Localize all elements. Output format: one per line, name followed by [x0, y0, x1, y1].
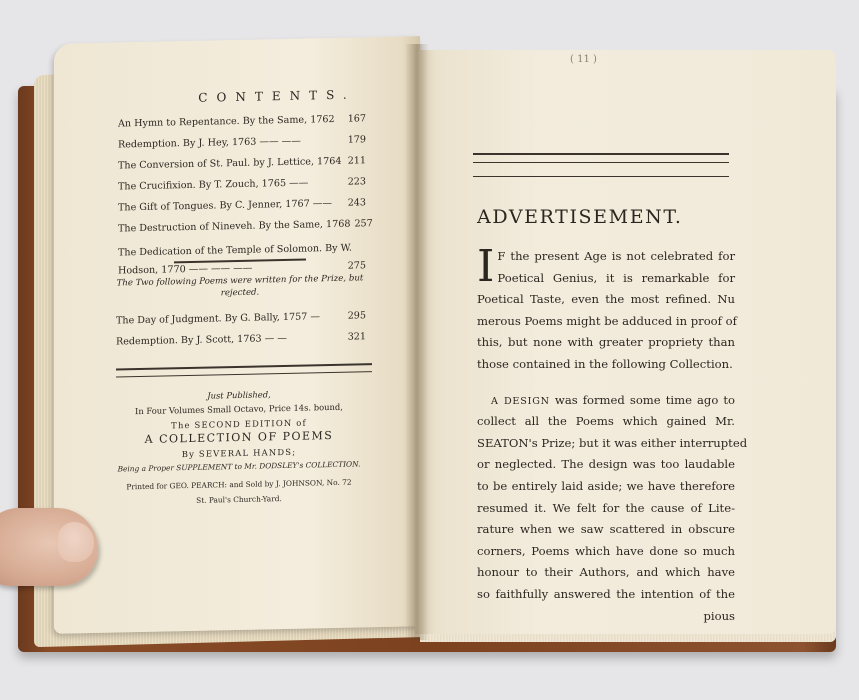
catchword: pious: [703, 608, 735, 623]
toc-entry: The Destruction of Nineveh. By the Same, 1768 257: [118, 218, 373, 235]
toc-entry: The Gift of Tongues. By C. Jenner, 1767 —— 243: [118, 197, 366, 214]
text-line: merous Poems might be adduced in proof of: [477, 313, 737, 328]
toc-entry: The Crucifixion. By T. Zouch, 1765 —— 223: [118, 176, 366, 193]
text-line: Poetical Genius, it is remarkable for: [497, 270, 735, 285]
drop-cap: I: [477, 241, 495, 292]
text-line: resumed it. We felt for the cause of Lite-: [477, 500, 735, 515]
advertisement-heading: ADVERTISEMENT.: [477, 206, 683, 228]
toc-entry: The Conversion of St. Paul. by J. Lettice, 1764 211: [118, 155, 366, 172]
text-line: so faithfully answered the intention of the: [477, 586, 735, 601]
left-page: [54, 36, 420, 634]
rejected-poems-list: [116, 310, 366, 357]
text-line: rature when we saw scattered in obscure: [477, 522, 735, 537]
right-page: [415, 50, 835, 634]
text-line: SEATON's Prize; but it was either interrupted: [477, 435, 748, 450]
text-line: Poetical Taste, even the most refined. Nu: [477, 292, 735, 307]
page-number: ( 11 ): [570, 54, 597, 65]
advertisement-body: [477, 241, 748, 627]
toc-entry: The Day of Judgment. By G. Bally, 1757 — 295: [116, 310, 366, 327]
double-rule: [116, 363, 372, 377]
toc-entry: An Hymn to Repentance. By the Same, 1762 167: [118, 113, 366, 130]
toc-entry: Redemption. By J. Scott, 1763 — — 321: [116, 331, 366, 348]
toc-list: [118, 113, 373, 280]
text-line: F the present Age is not celebrated for: [497, 249, 735, 263]
book-gutter: [405, 44, 429, 640]
toc-entry: Redemption. By J. Hey, 1763 —— —— 179: [118, 134, 366, 151]
text-line: those contained in the following Collection.: [477, 356, 733, 371]
toc-entry-wrapped: The Dedication of the Temple of Solomon. By W. Hodson, 1770 —— —— —— 275: [118, 242, 366, 277]
text-line: or neglected. The design was too laudable: [477, 457, 735, 472]
contents-title: CONTENTS.: [198, 87, 356, 105]
text-line: this, but none with greater propriety than: [477, 335, 735, 350]
publisher-advert: Just Published, In Four Volumes Small Octavo, Price 14s. bound, The SECOND EDITION of A COLLECTION OF POEMS By SEVERAL HANDS; Being a Proper SUPPLEMENT to Mr. DODSLEY's COLLECTION. Printed for GEO. PEARCH: and Sold by J. JOHNSON, No. 72 St. Paul's Church-Yard.: [117, 389, 361, 505]
text-line: to be entirely laid aside; we have therefore: [477, 478, 735, 493]
text-line: collect all the Poems which gained Mr.: [477, 414, 735, 429]
text-line: corners, Poems which have done so much: [477, 543, 735, 558]
header-rule: [473, 176, 729, 177]
thumbnail-nail: [58, 522, 94, 562]
rejected-poems-note: The Two following Poems were written for the Prize, but rejected.: [116, 273, 364, 299]
text-line: honour to their Authors, and which have: [477, 565, 735, 580]
header-double-rule: [473, 153, 729, 163]
text-line: A DESIGN was formed some time ago to: [491, 392, 735, 407]
